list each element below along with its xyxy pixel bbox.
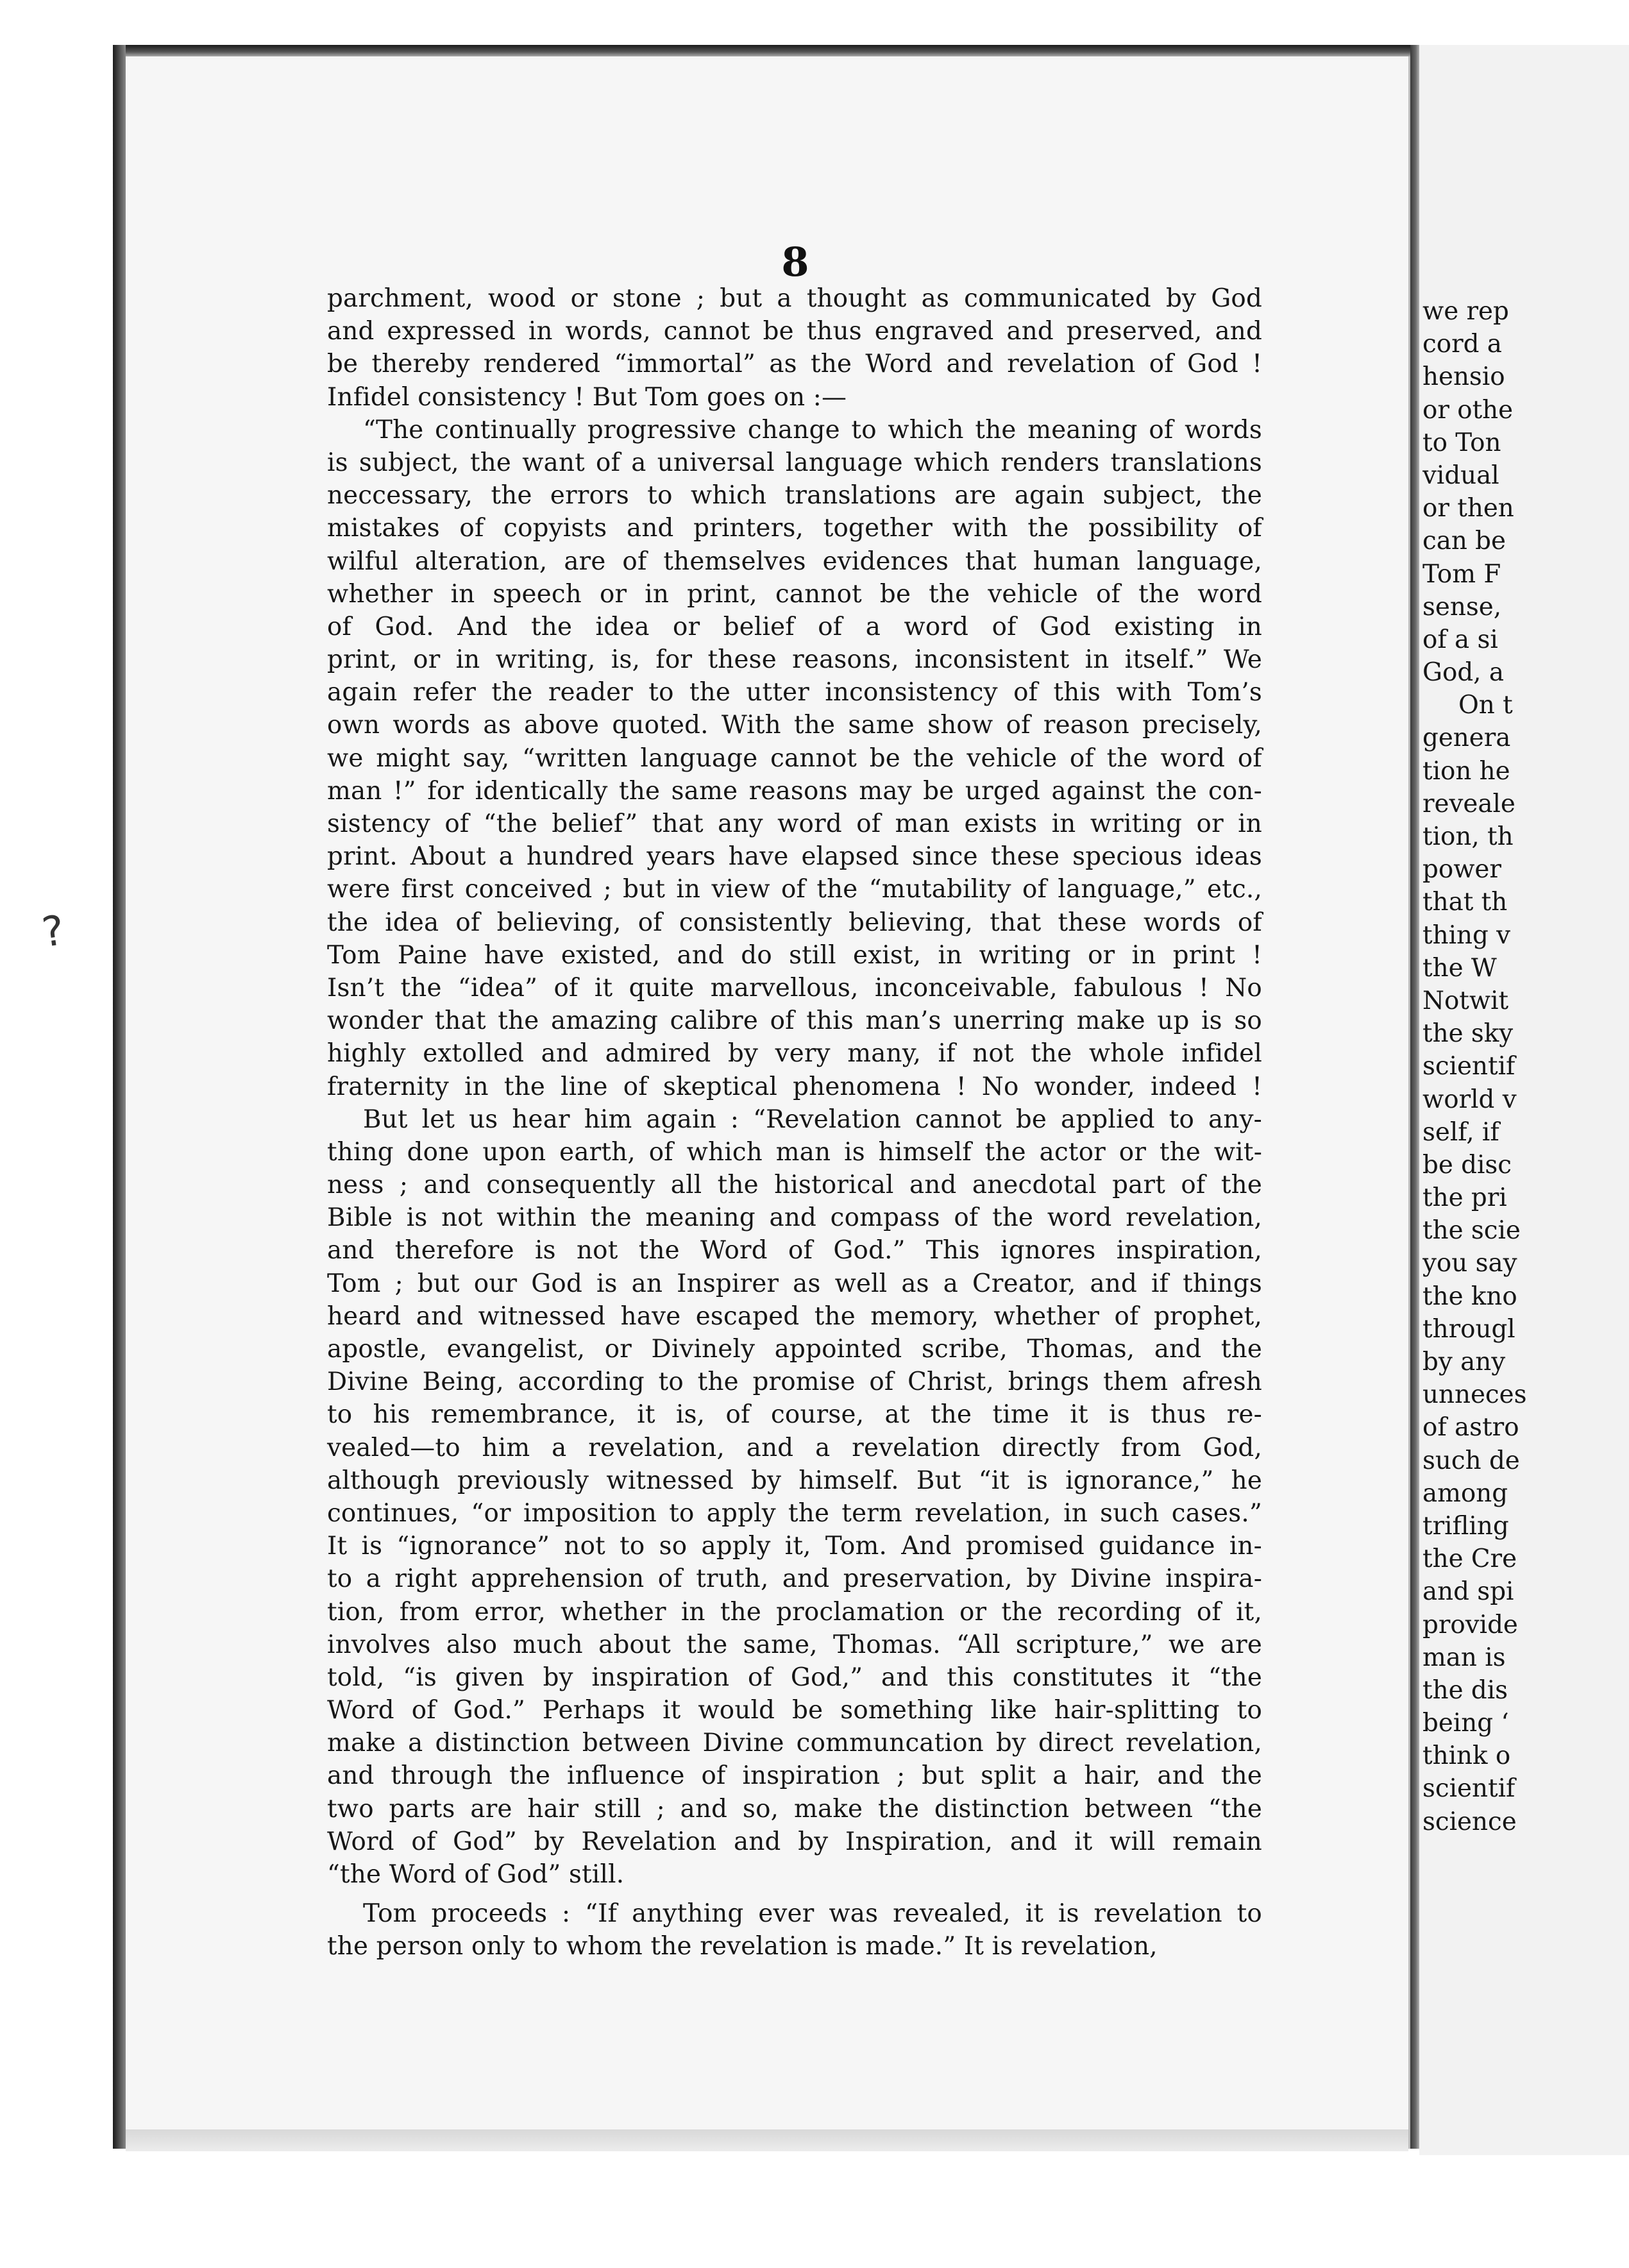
right-page-text-line: think o bbox=[1422, 1741, 1511, 1771]
right-page-text-line: tion he bbox=[1422, 756, 1510, 786]
text-line: Word of God” by Revelation and by Inspiration, and it will remain bbox=[327, 1827, 1262, 1856]
right-page-text-line: scientif bbox=[1422, 1052, 1515, 1081]
text-line: Infidel consistency ! But Tom goes on :— bbox=[327, 382, 847, 412]
right-page-text-line: you say bbox=[1422, 1249, 1517, 1278]
right-page-text-line: man is bbox=[1422, 1643, 1506, 1672]
text-line: Tom ; but our God is an Inspirer as well as a Creator, and if things bbox=[327, 1269, 1262, 1298]
right-page-text-line: the W bbox=[1422, 953, 1497, 983]
right-page-text-line: On t bbox=[1458, 691, 1513, 720]
right-page-text-line: througl bbox=[1422, 1314, 1515, 1344]
text-line: the idea of believing, of consistently believing, that these words of bbox=[327, 908, 1262, 937]
book-gutter bbox=[1410, 45, 1419, 2149]
text-line: Tom proceeds : “If anything ever was revealed, it is revelation to bbox=[363, 1899, 1262, 1929]
right-page-text-line: and spi bbox=[1422, 1577, 1514, 1607]
text-line: Isn’t the “idea” of it quite marvellous, inconceivable, fabulous ! No bbox=[327, 973, 1262, 1003]
text-line: told, “is given by inspiration of God,” and this constitutes it “the bbox=[327, 1663, 1262, 1692]
text-line: make a distinction between Divine communcation by direct revelation, bbox=[327, 1729, 1262, 1758]
text-line: wonder that the amazing calibre of this man’s unerring make up is so bbox=[327, 1006, 1262, 1036]
text-line: whether in speech or in print, cannot be the vehicle of the word bbox=[327, 579, 1262, 609]
right-page-text-line: can be bbox=[1422, 527, 1506, 556]
text-line: “the Word of God” still. bbox=[327, 1860, 625, 1889]
right-page-text-line: vidual bbox=[1422, 461, 1499, 490]
right-page-text-line: by any bbox=[1422, 1348, 1506, 1376]
text-line: continues, “or imposition to apply the term revelation, in such cases.” bbox=[327, 1498, 1262, 1528]
text-line: print. About a hundred years have elapsed since these specious ideas bbox=[327, 842, 1262, 872]
right-page-text-line: provide bbox=[1422, 1610, 1518, 1639]
text-line: man !” for identically the same reasons may be urged against the con- bbox=[327, 776, 1262, 806]
right-page-text-line: genera bbox=[1422, 724, 1511, 753]
right-page-text-line: the Cre bbox=[1422, 1544, 1517, 1574]
right-page-text-line: be disc bbox=[1422, 1150, 1512, 1180]
text-line: is subject, the want of a universal language which renders translations bbox=[327, 448, 1262, 477]
text-line: Divine Being, according to the promise of Christ, brings them afresh bbox=[327, 1367, 1262, 1397]
margin-mark: ? bbox=[39, 906, 67, 958]
text-line: although previously witnessed by himself. But “it is ignorance,” he bbox=[327, 1466, 1262, 1495]
right-page-text-line: trifling bbox=[1422, 1511, 1509, 1541]
right-page-text-line: tion, th bbox=[1422, 822, 1514, 851]
text-line: were first conceived ; but in view of the “mutability of language,” etc., bbox=[327, 875, 1262, 904]
text-line: own words as above quoted. With the same show of reason precisely, bbox=[327, 711, 1262, 740]
text-line: Tom Paine have existed, and do still exist, in writing or in print ! bbox=[327, 940, 1262, 970]
right-page-text-line: of astro bbox=[1422, 1413, 1519, 1443]
text-line: involves also much about the same, Thomas. “All scripture,” we are bbox=[327, 1630, 1262, 1659]
text-line: Word of God.” Perhaps it would be something like hair-splitting to bbox=[327, 1696, 1262, 1725]
scan-border-top bbox=[113, 45, 1421, 56]
right-page-text-line: world v bbox=[1422, 1085, 1517, 1114]
right-page-text-line: the dis bbox=[1422, 1675, 1508, 1705]
right-page-text-line: scientif bbox=[1422, 1774, 1515, 1804]
right-page-text-line: the scie bbox=[1422, 1216, 1521, 1246]
text-line: heard and witnessed have escaped the memory, whether of prophet, bbox=[327, 1301, 1262, 1331]
text-line: tion, from error, whether in the proclamation or the recording of it, bbox=[327, 1597, 1262, 1627]
text-line: print, or in writing, is, for these reasons, inconsistent in itself.” We bbox=[327, 645, 1262, 675]
right-page-text-line: unneces bbox=[1422, 1380, 1527, 1410]
right-page-text-line: thing v bbox=[1422, 920, 1511, 950]
right-page-text-line: power bbox=[1422, 855, 1501, 884]
text-line: we might say, “written language cannot be the vehicle of the word of bbox=[327, 743, 1262, 773]
text-line: thing done upon earth, of which man is himself the actor or the wit- bbox=[327, 1137, 1262, 1167]
right-page-text-line: the sky bbox=[1422, 1019, 1514, 1049]
text-line: But let us hear him again : “Revelation cannot be applied to any- bbox=[363, 1104, 1262, 1134]
text-line: sistency of “the belief” that any word of man exists in writing or in bbox=[327, 809, 1262, 838]
left-page-body-text bbox=[327, 282, 1262, 1963]
right-page-text-line: the pri bbox=[1422, 1183, 1507, 1213]
right-page-body-text bbox=[1422, 295, 1629, 1838]
right-page-text-line: God, a bbox=[1422, 658, 1504, 688]
right-page-text-line: that th bbox=[1422, 888, 1508, 917]
right-page-text-line: or then bbox=[1422, 494, 1514, 523]
text-line: two parts are hair still ; and so, make the distinction between “the bbox=[327, 1794, 1262, 1824]
page-number: 8 bbox=[781, 239, 809, 285]
text-line: “The continually progressive change to which the meaning of words bbox=[363, 415, 1262, 444]
text-line: and therefore is not the Word of God.” This ignores inspiration, bbox=[327, 1236, 1262, 1265]
text-line: and through the influence of inspiration ; but split a hair, and the bbox=[327, 1761, 1262, 1791]
text-line: and expressed in words, cannot be thus engraved and preserved, and bbox=[327, 317, 1262, 346]
text-line: mistakes of copyists and printers, together with the possibility of bbox=[327, 514, 1262, 543]
text-line: of God. And the idea or belief of a word of God existing in bbox=[327, 612, 1262, 641]
text-line: ness ; and consequently all the historical and anecdotal part of the bbox=[327, 1171, 1262, 1200]
right-page-text-line: cord a bbox=[1422, 330, 1502, 359]
right-page-text-line: self, if bbox=[1422, 1117, 1499, 1147]
text-line: highly extolled and admired by very many, if not the whole infidel bbox=[327, 1039, 1262, 1069]
text-line: the person only to whom the revelation is made.” It is revelation, bbox=[327, 1932, 1158, 1961]
scan-border-left bbox=[113, 45, 126, 2149]
right-page-text-line: we rep bbox=[1422, 297, 1509, 326]
text-line: Bible is not within the meaning and compass of the word revelation, bbox=[327, 1203, 1262, 1233]
right-page-text-line: being ‘ bbox=[1422, 1709, 1509, 1738]
text-line: neccessary, the errors to which translations are again subject, the bbox=[327, 481, 1262, 511]
right-page-text-line: Notwit bbox=[1422, 986, 1509, 1015]
right-page-text-line: the kno bbox=[1422, 1282, 1517, 1311]
right-page-text-line: among bbox=[1422, 1478, 1508, 1508]
right-page-text-line: of a si bbox=[1422, 625, 1498, 654]
right-page-text-line: science bbox=[1422, 1807, 1517, 1836]
text-line: apostle, evangelist, or Divinely appointed scribe, Thomas, and the bbox=[327, 1335, 1262, 1364]
page-bottom-shadow bbox=[126, 2129, 1408, 2151]
right-page-text-line: sense, bbox=[1422, 592, 1502, 622]
right-page-text-line: such de bbox=[1422, 1446, 1520, 1475]
text-line: to his remembrance, it is, of course, at the time it is thus re- bbox=[327, 1400, 1262, 1430]
text-line: fraternity in the line of skeptical phenomena ! No wonder, indeed ! bbox=[327, 1072, 1262, 1101]
right-page-text-line: hensio bbox=[1422, 362, 1505, 392]
text-line: wilful alteration, are of themselves evidences that human language, bbox=[327, 546, 1262, 576]
right-page-text-line: Tom F bbox=[1422, 559, 1501, 589]
right-page-text-line: or othe bbox=[1422, 395, 1514, 425]
text-line: be thereby rendered “immortal” as the Word and revelation of God ! bbox=[327, 350, 1262, 379]
text-line: It is “ignorance” not to so apply it, Tom. And promised guidance in- bbox=[327, 1532, 1262, 1561]
text-line: parchment, wood or stone ; but a thought as communicated by God bbox=[327, 284, 1262, 313]
right-page-text-line: to Ton bbox=[1422, 428, 1501, 457]
text-line: to a right apprehension of truth, and preservation, by Divine inspira- bbox=[327, 1564, 1262, 1594]
text-line: vealed—to him a revelation, and a revelation directly from God, bbox=[327, 1433, 1262, 1462]
text-line: again refer the reader to the utter inconsistency of this with Tom’s bbox=[327, 678, 1262, 707]
right-page-text-line: reveale bbox=[1422, 789, 1515, 818]
